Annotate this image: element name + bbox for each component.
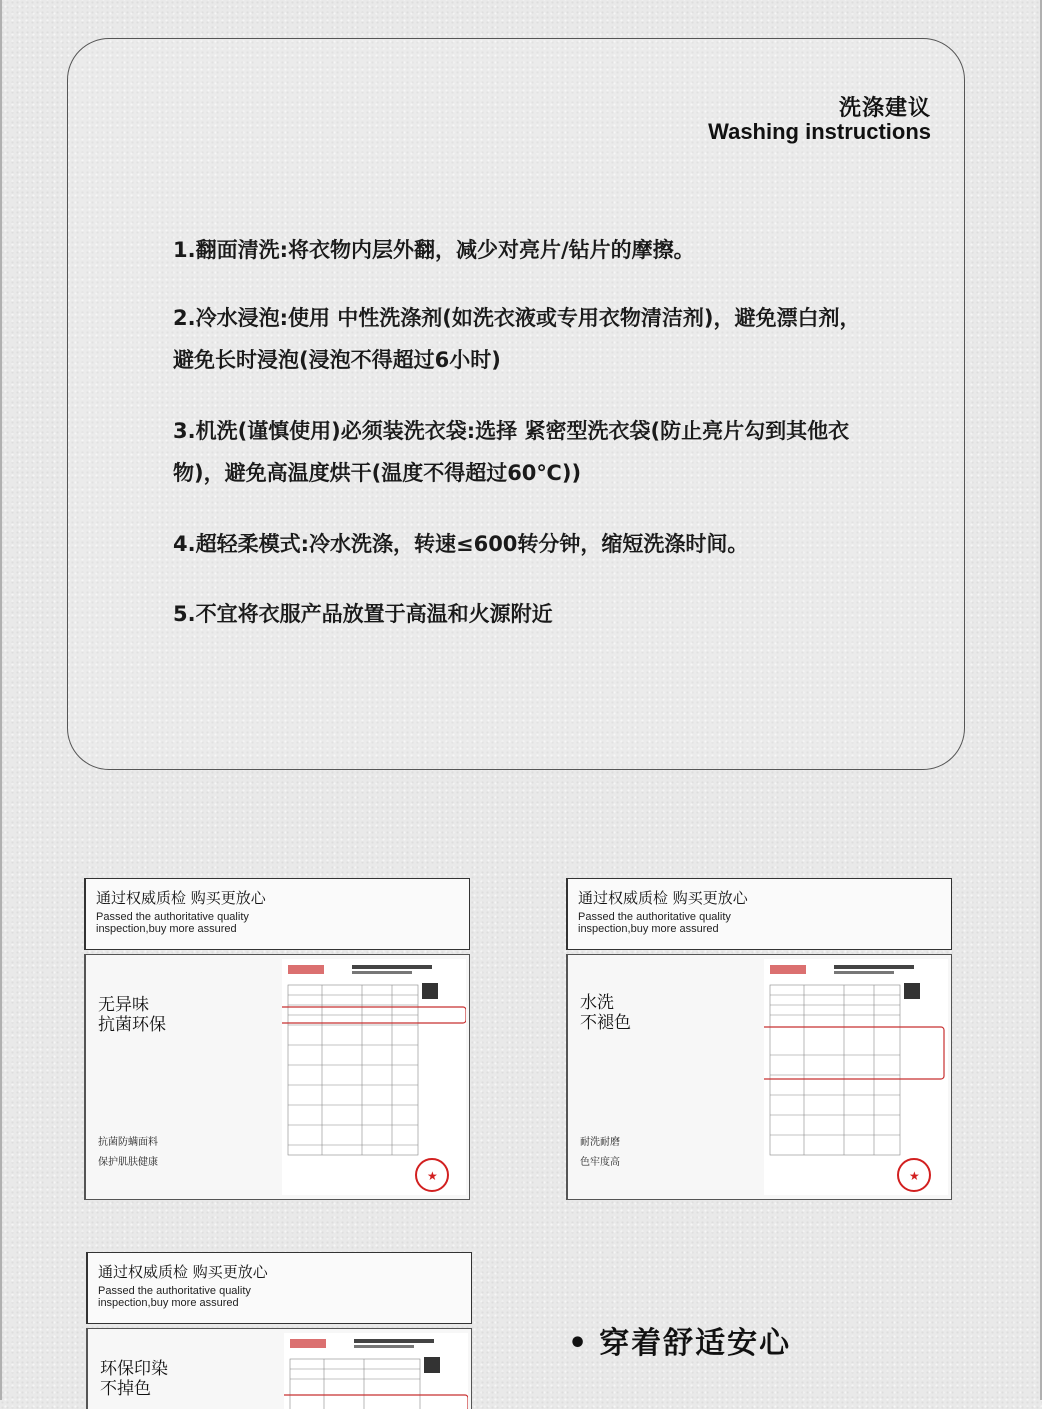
- test-report-card: [84, 878, 470, 1196]
- washing-title-cn: 洗涤建议: [838, 96, 931, 121]
- qr-code-icon: [424, 1357, 440, 1373]
- test-report-document-image: [764, 959, 948, 1195]
- instruction-item-5: 5.不宜将衣服产品放置于高温和火源附近: [173, 602, 553, 626]
- report-body: [86, 1328, 472, 1409]
- report-body: [84, 954, 470, 1200]
- report-header: [84, 878, 470, 950]
- comfort-title: 穿着舒适安心: [599, 1326, 792, 1361]
- cma-logo-icon: [770, 965, 806, 974]
- report-document-drawing: [284, 1333, 468, 1409]
- report-note-2: 色牢度高: [580, 1157, 620, 1168]
- report-note-2: 保护肌肤健康: [98, 1157, 158, 1168]
- report-header: [566, 878, 952, 950]
- test-report-document-image: [284, 1333, 468, 1409]
- report-feature: 无异味 抗菌环保: [98, 995, 166, 1035]
- report-header-en: Passed the authoritative quality inspection,buy more assured: [98, 1285, 251, 1309]
- report-note-1: 耐洗耐磨: [580, 1137, 620, 1148]
- test-report-document-image: [282, 959, 466, 1195]
- report-header-en: Passed the authoritative quality inspection,buy more assured: [96, 911, 249, 935]
- report-header-cn: 通过权威质检 购买更放心: [96, 889, 266, 907]
- bullet-icon: •: [568, 1326, 590, 1361]
- svg-text:★: ★: [427, 1169, 438, 1183]
- cma-logo-icon: [290, 1339, 326, 1348]
- svg-text:★: ★: [909, 1169, 920, 1183]
- report-header-cn: 通过权威质检 购买更放心: [578, 889, 748, 907]
- cma-logo-icon: [288, 965, 324, 974]
- report-document-drawing: [764, 959, 948, 1195]
- test-report-card: [566, 878, 952, 1196]
- instruction-item-4: 4.超轻柔模式:冷水洗涤，转速≤600转分钟，缩短洗涤时间。: [173, 532, 749, 556]
- report-document-drawing: [282, 959, 466, 1195]
- report-header: [86, 1252, 472, 1324]
- instruction-item-3: 3.机洗(谨慎使用)必须装洗衣袋:选择 紧密型洗衣袋(防止亮片勾到其他衣物)，避免高温度烘干(温度不得超过60℃)): [173, 419, 850, 485]
- report-note-1: 抗菌防螨面料: [98, 1137, 158, 1148]
- page-border-left: [0, 0, 2, 1400]
- report-header-cn: 通过权威质检 购买更放心: [98, 1263, 268, 1281]
- qr-code-icon: [422, 983, 438, 999]
- test-report-card: [86, 1252, 472, 1400]
- comfort-heading: [568, 1318, 791, 1362]
- qr-code-icon: [904, 983, 920, 999]
- washing-instructions-panel: [67, 38, 965, 770]
- washing-title-en: Washing instructions: [708, 119, 931, 144]
- report-feature: 环保印染 不掉色: [100, 1359, 168, 1399]
- report-body: [566, 954, 952, 1200]
- report-feature: 水洗 不褪色: [580, 993, 631, 1033]
- instruction-item-2: 2.冷水浸泡:使用 中性洗涤剂(如洗衣液或专用衣物清洁剂)，避免漂白剂，避免长时浸泡(浸泡不得超过6小时): [173, 306, 861, 372]
- report-header-en: Passed the authoritative quality inspection,buy more assured: [578, 911, 731, 935]
- instruction-item-1: 1.翻面清洗:将衣物内层外翻，减少对亮片/钻片的摩擦。: [173, 238, 695, 262]
